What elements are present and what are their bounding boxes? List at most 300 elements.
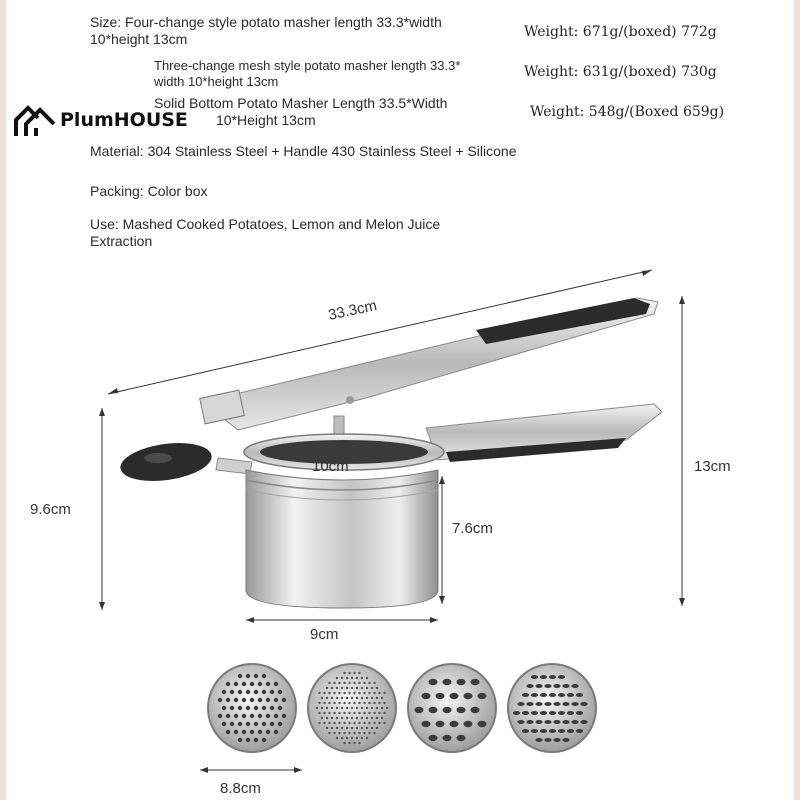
disc-hole <box>356 717 358 719</box>
disc-hole <box>373 722 375 724</box>
disc-hole <box>356 687 358 689</box>
lower-handle <box>426 404 662 462</box>
disc-hole <box>373 692 375 694</box>
disc-hole <box>356 677 358 679</box>
disc-hole <box>348 732 350 734</box>
disc-hole <box>343 732 345 734</box>
disc-hole <box>328 702 330 704</box>
disc-hole <box>278 690 282 694</box>
disc-hole <box>336 707 338 709</box>
disc-hole <box>336 687 338 689</box>
use-text-cont: Extraction <box>90 233 153 249</box>
disc-hole <box>567 693 574 697</box>
disc-hole <box>348 682 350 684</box>
upper-lever <box>200 298 658 430</box>
disc-hole <box>328 722 330 724</box>
disc-hole <box>383 712 385 714</box>
disc-hole <box>270 706 274 710</box>
product-illustration <box>6 0 794 800</box>
cup-depth-arrow <box>439 476 445 604</box>
disc-hole <box>346 677 348 679</box>
disc-hole <box>246 722 250 726</box>
disc-hole <box>580 702 587 706</box>
disc-hole <box>250 714 254 718</box>
disc-hole <box>343 682 345 684</box>
disc-hole <box>366 717 368 719</box>
disc-hole <box>535 684 542 688</box>
disc-hole <box>376 727 378 729</box>
disc-hole <box>351 677 353 679</box>
disc-hole <box>321 697 323 699</box>
disc-hole <box>346 717 348 719</box>
disc-fine-mesh <box>308 664 396 752</box>
disc-hole <box>358 692 360 694</box>
disc-hole <box>230 690 234 694</box>
disc-hole <box>366 727 368 729</box>
disc-hole <box>343 742 345 744</box>
disc-hole <box>353 732 355 734</box>
disc-hole <box>331 717 333 719</box>
disc-hole <box>353 692 355 694</box>
disc-hole <box>363 702 365 704</box>
disc-hole <box>351 727 353 729</box>
disc-hole <box>363 722 365 724</box>
disc-hole <box>336 727 338 729</box>
disc-hole <box>571 702 578 706</box>
disc-hole <box>333 702 335 704</box>
disc-hole <box>381 717 383 719</box>
disc-hole <box>567 729 574 733</box>
disc-hole <box>549 729 556 733</box>
disc-hole <box>274 730 278 734</box>
disc-hole <box>478 693 487 699</box>
disc-hole <box>526 684 533 688</box>
disc-hole <box>356 737 358 739</box>
disc-hole <box>282 698 286 702</box>
disc-hole <box>471 707 480 713</box>
disc-hole <box>348 742 350 744</box>
disc-hole <box>274 682 278 686</box>
disc-hole <box>278 706 282 710</box>
disc-hole <box>371 697 373 699</box>
disc-hole <box>517 720 524 724</box>
disc-hole <box>580 720 587 724</box>
disc-hole <box>544 720 551 724</box>
disc-hole <box>363 712 365 714</box>
disc-hole <box>262 722 266 726</box>
disc-hole <box>522 693 529 697</box>
disc-hole <box>371 727 373 729</box>
disc-hole <box>351 697 353 699</box>
disc-hole <box>258 698 262 702</box>
disc-hole <box>258 714 262 718</box>
disc-hole <box>457 707 466 713</box>
disc-hole <box>549 675 556 679</box>
disc-hole <box>562 702 569 706</box>
disc-hole <box>238 738 242 742</box>
disc-hole <box>540 729 547 733</box>
disc-hole <box>535 738 542 742</box>
disc-hole <box>368 722 370 724</box>
disc-hole <box>250 730 254 734</box>
disc-hole <box>226 730 230 734</box>
disc-hole <box>266 682 270 686</box>
disc-hole <box>348 692 350 694</box>
disc-hole <box>361 677 363 679</box>
disc-hole <box>218 698 222 702</box>
disc-hole <box>323 722 325 724</box>
disc-hole <box>422 693 431 699</box>
disc-hole <box>531 711 538 715</box>
dim-disc-width: 8.8cm <box>220 780 261 797</box>
disc-hole <box>356 697 358 699</box>
disc-hole <box>553 720 560 724</box>
disc-hole <box>222 690 226 694</box>
dim-cup-depth: 7.6cm <box>452 520 493 537</box>
disc-hole <box>366 707 368 709</box>
disc-hole <box>361 697 363 699</box>
disc-hole <box>353 672 355 674</box>
disc-hole <box>553 738 560 742</box>
disc-hole <box>254 690 258 694</box>
disc-hole <box>333 732 335 734</box>
disc-hole <box>250 698 254 702</box>
dim-cup-width: 9cm <box>310 626 339 643</box>
disc-hole <box>558 675 565 679</box>
disc-hole <box>226 698 230 702</box>
disc-hole <box>242 682 246 686</box>
disc-hole <box>366 677 368 679</box>
hook-handle <box>118 438 252 486</box>
disc-hole <box>376 697 378 699</box>
size-label-1: Size: Four-change style potato masher length 33.3*width <box>90 14 442 30</box>
disc-hole <box>353 712 355 714</box>
disc-hole <box>254 674 258 678</box>
disc-hole <box>553 684 560 688</box>
disc-hole <box>366 737 368 739</box>
disc-hole <box>443 679 452 685</box>
disc-hole <box>262 674 266 678</box>
disc-hole <box>326 727 328 729</box>
disc-hole <box>526 702 533 706</box>
disc-hole <box>234 698 238 702</box>
disc-hole <box>323 712 325 714</box>
disc-hole <box>318 712 320 714</box>
dim-length: 33.3cm <box>326 297 379 324</box>
disc-hole <box>383 722 385 724</box>
disc-hole <box>351 717 353 719</box>
disc-hole <box>549 693 556 697</box>
disc-hole <box>328 732 330 734</box>
disc-hole <box>358 742 360 744</box>
disc-hole <box>471 679 480 685</box>
disc-hole <box>343 692 345 694</box>
disc-hole <box>326 697 328 699</box>
weight-3: Weight: 548g/(Boxed 659g) <box>530 104 725 120</box>
disc-hole <box>464 693 473 699</box>
disc-hole <box>333 712 335 714</box>
disc-hole <box>218 714 222 718</box>
disc-hole <box>371 687 373 689</box>
disc-hole <box>540 711 547 715</box>
disc-hole <box>513 711 520 715</box>
disc-hole <box>356 707 358 709</box>
disc-hole <box>363 682 365 684</box>
disc-hole <box>353 722 355 724</box>
disc-hole <box>553 702 560 706</box>
disc-hole <box>443 707 452 713</box>
disc-hole <box>250 682 254 686</box>
disc-hole <box>376 707 378 709</box>
disc-hole <box>443 735 452 741</box>
disc-hole <box>361 717 363 719</box>
disc-hole <box>576 729 583 733</box>
disc-hole <box>358 672 360 674</box>
dim-cup-height: 9.6cm <box>30 501 71 518</box>
disc-hole <box>246 690 250 694</box>
disc-hole <box>266 730 270 734</box>
disc-hole <box>378 692 380 694</box>
disc-hole <box>336 717 338 719</box>
disc-hole <box>378 722 380 724</box>
disc-hole <box>262 706 266 710</box>
disc-hole <box>363 732 365 734</box>
disc-hole <box>381 707 383 709</box>
disc-hole <box>346 737 348 739</box>
cup-width-arrow <box>246 617 438 623</box>
disc-hole <box>562 738 569 742</box>
disc-hole <box>381 697 383 699</box>
disc-hole <box>341 727 343 729</box>
disc-hole <box>230 722 234 726</box>
size-label-3: Solid Bottom Potato Masher Length 33.5*Width <box>154 95 448 111</box>
disc-hole <box>571 720 578 724</box>
disc-hole <box>535 720 542 724</box>
dim-total-height: 13cm <box>694 458 731 475</box>
disc-hole <box>358 732 360 734</box>
disc-hole <box>318 722 320 724</box>
disc-hole <box>270 690 274 694</box>
disc-hole <box>331 687 333 689</box>
disc-hole <box>353 702 355 704</box>
disc-hole <box>353 682 355 684</box>
disc-hole <box>331 707 333 709</box>
disc-hole <box>540 693 547 697</box>
disc-hole <box>457 735 466 741</box>
disc-hole <box>361 727 363 729</box>
disc-hole <box>378 702 380 704</box>
disc-hole <box>361 707 363 709</box>
packing-text: Packing: Color box <box>90 183 208 199</box>
disc-hole <box>230 706 234 710</box>
disc-hole <box>422 721 431 727</box>
disc-hole <box>328 682 330 684</box>
disc-hole <box>558 711 565 715</box>
disc-hole <box>323 692 325 694</box>
disc-hole <box>234 730 238 734</box>
disc-hole <box>226 682 230 686</box>
brand-name: PlumHOUSE <box>60 109 188 131</box>
disc-hole <box>544 684 551 688</box>
disc-hole <box>562 684 569 688</box>
disc-hole <box>373 712 375 714</box>
disc-hole <box>346 727 348 729</box>
disc-hole <box>376 717 378 719</box>
disc-hole <box>238 690 242 694</box>
disc-hole <box>242 714 246 718</box>
disc-hole <box>242 698 246 702</box>
disc-hole <box>522 711 529 715</box>
disc-hole <box>338 692 340 694</box>
disc-hole <box>258 682 262 686</box>
disc-hole <box>361 687 363 689</box>
disc-hole <box>544 738 551 742</box>
disc-hole <box>358 712 360 714</box>
disc-hole <box>358 682 360 684</box>
disc-hole <box>429 679 438 685</box>
disc-hole <box>318 692 320 694</box>
disc-hole <box>478 721 487 727</box>
disc-hole <box>450 693 459 699</box>
disc-hole <box>429 707 438 713</box>
disc-hole <box>246 738 250 742</box>
product-page <box>6 0 794 800</box>
disc-hole <box>348 702 350 704</box>
disc-hole <box>351 707 353 709</box>
disc-hole <box>376 687 378 689</box>
disc-hole <box>450 721 459 727</box>
disc-hole <box>262 690 266 694</box>
disc-hole <box>373 702 375 704</box>
weight-2: Weight: 631g/(boxed) 730g <box>524 64 717 80</box>
disc-hole <box>316 707 318 709</box>
disc-hole <box>540 675 547 679</box>
dim-top-diameter: 10cm <box>312 458 349 475</box>
disc-hole <box>415 707 424 713</box>
disc-hole <box>341 697 343 699</box>
disc-hole <box>274 714 278 718</box>
disc-hole <box>242 730 246 734</box>
disc-hole <box>346 697 348 699</box>
disc-hole <box>383 702 385 704</box>
disc-hole <box>336 697 338 699</box>
disc-hole <box>222 706 226 710</box>
disc-hole <box>526 720 533 724</box>
disc-hole <box>266 714 270 718</box>
disc-hole <box>531 729 538 733</box>
disc-hole <box>353 742 355 744</box>
disc-hole <box>262 738 266 742</box>
disc-hole <box>246 674 250 678</box>
disc-hole <box>331 697 333 699</box>
disc-hole <box>343 702 345 704</box>
disc-hole <box>254 722 258 726</box>
disc-hole <box>464 721 473 727</box>
disc-hole <box>336 677 338 679</box>
disc-hole <box>338 712 340 714</box>
disc-hole <box>343 712 345 714</box>
disc-hole <box>522 729 529 733</box>
disc-hole <box>323 702 325 704</box>
disc-hole <box>226 714 230 718</box>
disc-hole <box>331 727 333 729</box>
height-arrow <box>679 296 685 606</box>
disc-hole <box>338 732 340 734</box>
use-text: Use: Mashed Cooked Potatoes, Lemon and Melon Juice <box>90 216 441 232</box>
disc-hole <box>368 692 370 694</box>
disc-hole <box>457 679 466 685</box>
disc-hole <box>343 722 345 724</box>
disc-hole <box>336 737 338 739</box>
disc-hole <box>549 711 556 715</box>
disc-hole <box>366 687 368 689</box>
disc-hole <box>567 711 574 715</box>
disc-hole <box>383 692 385 694</box>
disc-hole <box>356 727 358 729</box>
disc-hole <box>278 722 282 726</box>
disc-hole <box>258 730 262 734</box>
disc-hole <box>373 682 375 684</box>
disc-hole <box>333 692 335 694</box>
disc-hole <box>254 706 258 710</box>
disc-hole <box>351 737 353 739</box>
disc-hole <box>531 693 538 697</box>
disc-hole <box>436 693 445 699</box>
disc-hole <box>238 706 242 710</box>
disc-hole <box>238 674 242 678</box>
disc-hole <box>517 702 524 706</box>
disc-width-arrow <box>200 767 302 773</box>
disc-hole <box>558 729 565 733</box>
disc-hole <box>328 692 330 694</box>
disc-hole <box>576 711 583 715</box>
disc-hole <box>346 687 348 689</box>
disc-hole <box>234 714 238 718</box>
disc-hole <box>346 707 348 709</box>
disc-hole <box>571 684 578 688</box>
disc-hole <box>378 712 380 714</box>
disc-hole <box>343 672 345 674</box>
disc-hole <box>341 707 343 709</box>
disc-hole <box>348 722 350 724</box>
disc-hole <box>361 737 363 739</box>
disc-hole <box>371 717 373 719</box>
size-label-1b: 10*height 13cm <box>90 31 188 47</box>
disc-hole <box>373 732 375 734</box>
disc-hole <box>222 722 226 726</box>
disc-hole <box>558 693 565 697</box>
disc-hole <box>246 706 250 710</box>
disc-hole <box>333 722 335 724</box>
disc-hole <box>326 707 328 709</box>
disc-hole <box>371 707 373 709</box>
disc-hole <box>321 717 323 719</box>
disc-hole <box>341 677 343 679</box>
weight-1: Weight: 671g/(boxed) 772g <box>524 24 717 40</box>
disc-hole <box>270 722 274 726</box>
disc-hole <box>274 698 278 702</box>
disc-hole <box>341 687 343 689</box>
disc-hole <box>363 692 365 694</box>
disc-hole <box>358 702 360 704</box>
disc-hole <box>341 737 343 739</box>
disc-hole <box>368 732 370 734</box>
disc-hole <box>326 687 328 689</box>
disc-hole <box>366 697 368 699</box>
disc-hole <box>333 682 335 684</box>
disc-hole <box>436 721 445 727</box>
disc-hole <box>348 672 350 674</box>
